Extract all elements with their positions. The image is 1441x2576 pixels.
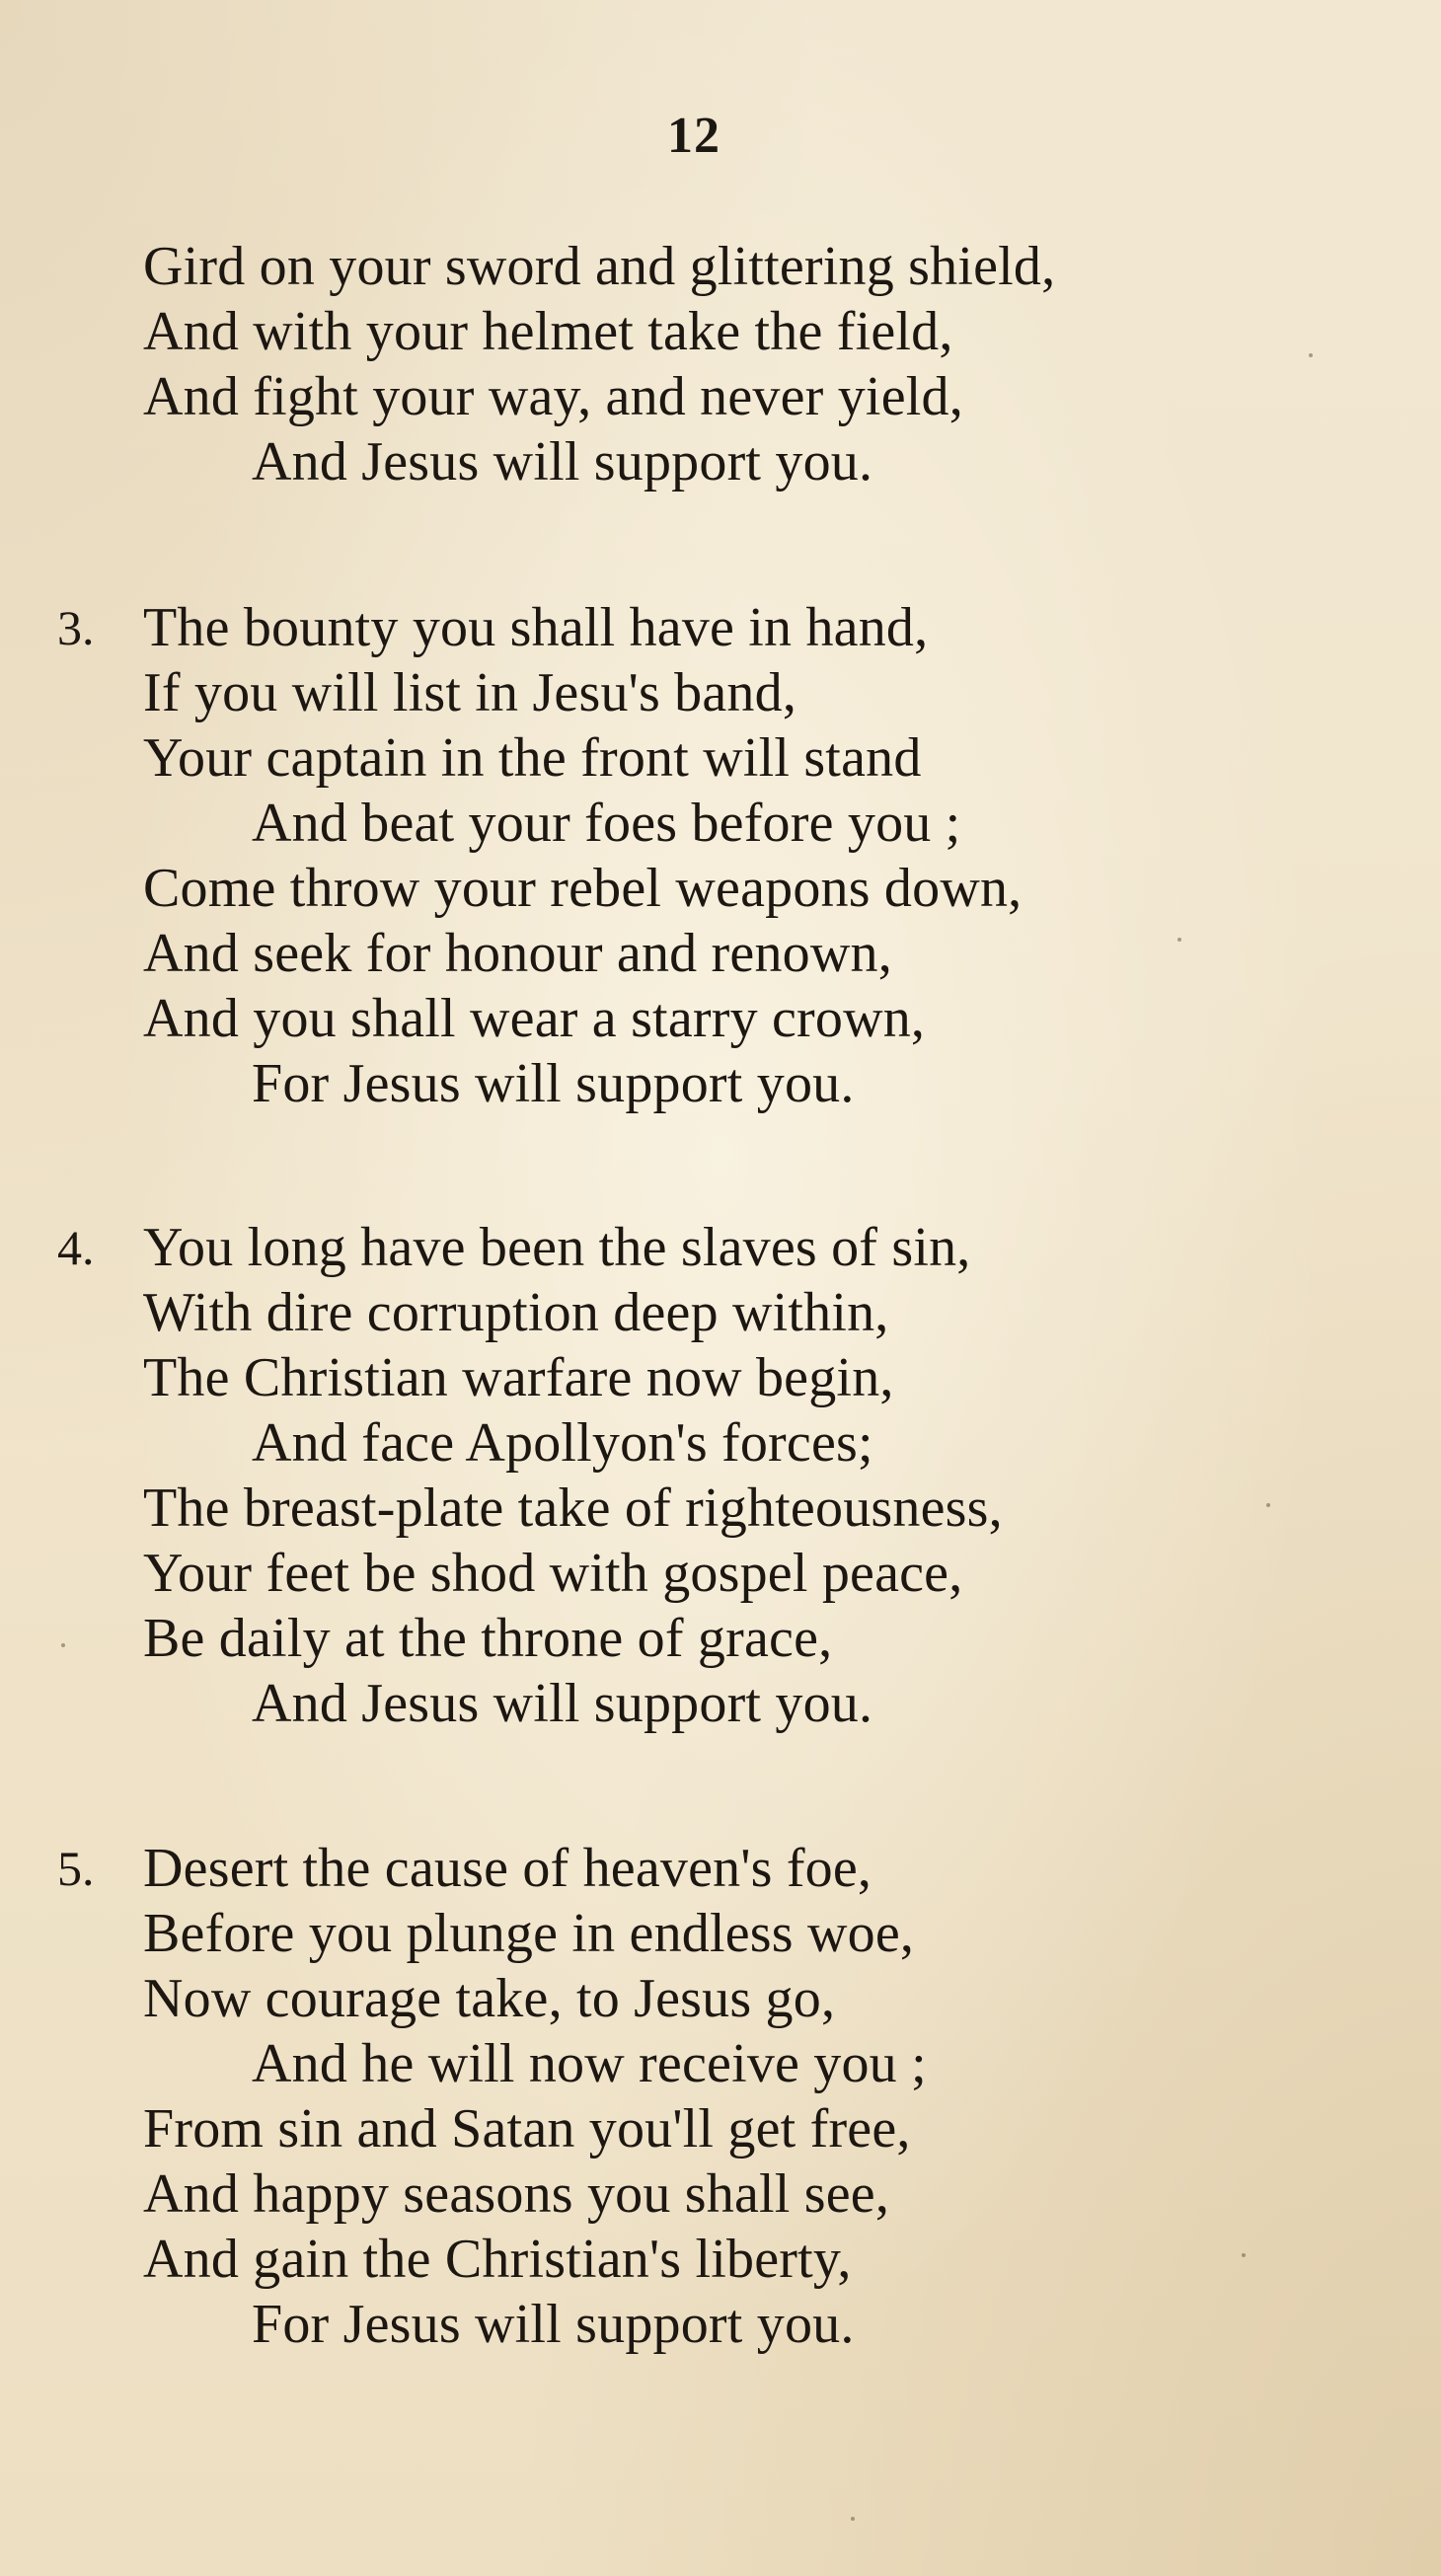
stanza-line: If you will list in Jesu's band, bbox=[143, 662, 797, 723]
stanza-line-refrain: For Jesus will support you. bbox=[252, 1053, 855, 1114]
stanza-line: The Christian warfare now begin, bbox=[143, 1347, 894, 1408]
stanza-line-refrain: And Jesus will support you. bbox=[252, 1673, 873, 1734]
stanza-line-indented: And beat your foes before you ; bbox=[252, 793, 961, 854]
stanza-line: Your feet be shod with gospel peace, bbox=[143, 1543, 963, 1604]
stanza-line: Your captain in the front will stand bbox=[143, 727, 922, 789]
stanza-line: With dire corruption deep within, bbox=[143, 1282, 889, 1343]
stanza-number: 3. bbox=[57, 600, 95, 655]
stanza-line: The breast-plate take of righteousness, bbox=[143, 1477, 1003, 1539]
stanza-line: Come throw your rebel weapons down, bbox=[143, 858, 1023, 919]
stanza-line: And you shall wear a starry crown, bbox=[143, 988, 926, 1049]
stanza-line: And seek for honour and renown, bbox=[143, 923, 892, 984]
stanza-line: Be daily at the throne of grace, bbox=[143, 1608, 833, 1669]
paper-speck bbox=[1242, 2253, 1246, 2257]
paper-speck bbox=[1309, 353, 1313, 357]
stanza-line: And gain the Christian's liberty, bbox=[143, 2229, 852, 2290]
stanza-line-refrain: And Jesus will support you. bbox=[252, 431, 873, 492]
stanza-line-indented: And face Apollyon's forces; bbox=[252, 1412, 873, 1474]
stanza-line: And with your helmet take the field, bbox=[143, 301, 953, 362]
stanza-line: The bounty you shall have in hand, bbox=[143, 597, 929, 658]
stanza-line-indented: And he will now receive you ; bbox=[252, 2033, 927, 2094]
stanza-number: 4. bbox=[57, 1220, 95, 1275]
stanza-number: 5. bbox=[57, 1841, 95, 1896]
stanza-line: Desert the cause of heaven's foe, bbox=[143, 1838, 872, 1899]
stanza-line: From sin and Satan you'll get free, bbox=[143, 2098, 911, 2159]
stanza-line: Before you plunge in endless woe, bbox=[143, 1903, 915, 1964]
page-number: 12 bbox=[667, 108, 720, 164]
stanza-line: You long have been the slaves of sin, bbox=[143, 1217, 971, 1278]
paper-speck bbox=[1266, 1503, 1270, 1507]
stanza-line: Gird on your sword and glittering shield, bbox=[143, 236, 1056, 297]
stanza-line-refrain: For Jesus will support you. bbox=[252, 2294, 855, 2355]
paper-speck bbox=[61, 1643, 65, 1647]
paper-speck bbox=[851, 2517, 855, 2521]
stanza-line: And fight your way, and never yield, bbox=[143, 366, 963, 427]
paper-speck bbox=[1177, 938, 1181, 942]
stanza-line: And happy seasons you shall see, bbox=[143, 2163, 890, 2225]
stanza-line: Now courage take, to Jesus go, bbox=[143, 1968, 836, 2029]
